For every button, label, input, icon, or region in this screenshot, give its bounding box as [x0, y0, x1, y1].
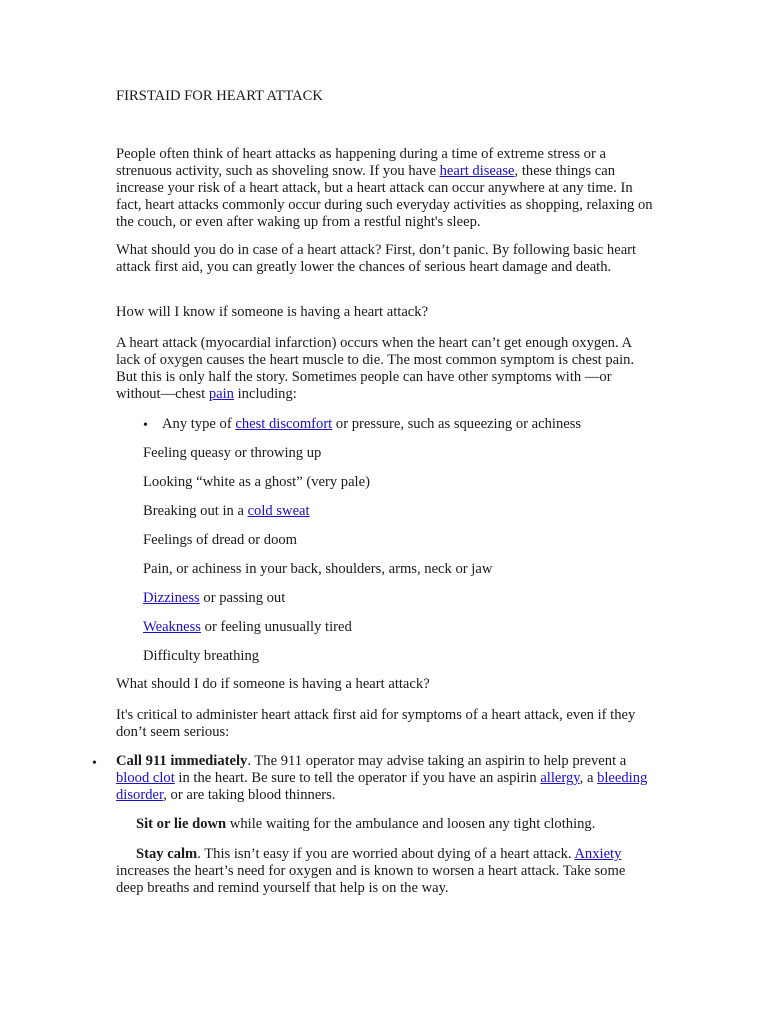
paragraph-intro: People often think of heart attacks as happening during a time of extreme stress or a strenuous activity, such as shoveling snow. If you have heart disease, these things can increase your risk of a heart attack, but a heart attack can occur anywhere at any time. In fact, heart attacks commonly occur during such everyday activities as shopping, relaxing on the couch, or even after waking up from a restful night's sleep.	[116, 146, 653, 230]
page-title: FIRSTAID FOR HEART ATTACK	[116, 88, 323, 104]
step-sit-or-lie-down: Sit or lie down while waiting for the ambulance and loosen any tight clothing.	[136, 816, 596, 832]
bullet-marker: •	[92, 756, 97, 771]
symptom-dizziness: Dizziness or passing out	[143, 590, 286, 606]
link-heart-disease[interactable]: heart disease	[439, 163, 515, 179]
link-blood-clot[interactable]: blood clot	[116, 770, 175, 786]
symptom-pain-achiness: Pain, or achiness in your back, shoulders, arms, neck or jaw	[143, 561, 493, 577]
paragraph-heart-attack-definition: A heart attack (myocardial infarction) occurs when the heart can’t get enough oxygen. A lack of oxygen causes the heart muscle to die. The most common symptom is chest pain. But this is only half the story. Sometimes people can have other symptoms with —or without—chest pain including:	[116, 335, 635, 402]
link-anxiety[interactable]: Anxiety	[574, 846, 622, 862]
paragraph-what-to-do: What should you do in case of a heart attack? First, don’t panic. By following basic heart attack first aid, you can greatly lower the chances of serious heart damage and death.	[116, 242, 637, 275]
step-stay-calm: Stay calm. This isn’t easy if you are worried about dying of a heart attack. Anxiety increases the heart’s need for oxygen and is known to worsen a heart attack. Take some deep breaths and remind yourself that help is on the way.	[116, 846, 626, 896]
question-what-to-do: What should I do if someone is having a heart attack?	[116, 676, 430, 692]
link-allergy[interactable]: allergy	[540, 770, 580, 786]
bullet-marker: •	[143, 418, 148, 433]
question-how-know: How will I know if someone is having a heart attack?	[116, 304, 429, 320]
link-weakness[interactable]: Weakness	[143, 619, 201, 635]
symptom-chest-discomfort: Any type of chest discomfort or pressure, such as squeezing or achiness	[162, 416, 582, 432]
step-call-911: Call 911 immediately. The 911 operator may advise taking an aspirin to help prevent a blood clot in the heart. Be sure to tell the operator if you have an aspirin allergy, a bleeding disorder, or are taking blood thinners.	[116, 753, 648, 803]
symptom-pale: Looking “white as a ghost” (very pale)	[143, 474, 370, 490]
link-dizziness[interactable]: Dizziness	[143, 590, 200, 606]
link-bleeding-disorder[interactable]: bleeding disorder	[116, 770, 648, 803]
symptom-weakness: Weakness or feeling unusually tired	[143, 619, 352, 635]
symptom-cold-sweat: Breaking out in a cold sweat	[143, 503, 310, 519]
paragraph-critical: It's critical to administer heart attack first aid for symptoms of a heart attack, even if they don’t seem serious:	[116, 707, 636, 740]
symptom-dread: Feelings of dread or doom	[143, 532, 298, 548]
link-pain[interactable]: pain	[208, 386, 234, 402]
symptom-queasy: Feeling queasy or throwing up	[143, 445, 322, 461]
link-cold-sweat[interactable]: cold sweat	[247, 503, 310, 519]
symptom-difficulty-breathing: Difficulty breathing	[143, 648, 260, 664]
link-chest-discomfort[interactable]: chest discomfort	[235, 416, 333, 432]
